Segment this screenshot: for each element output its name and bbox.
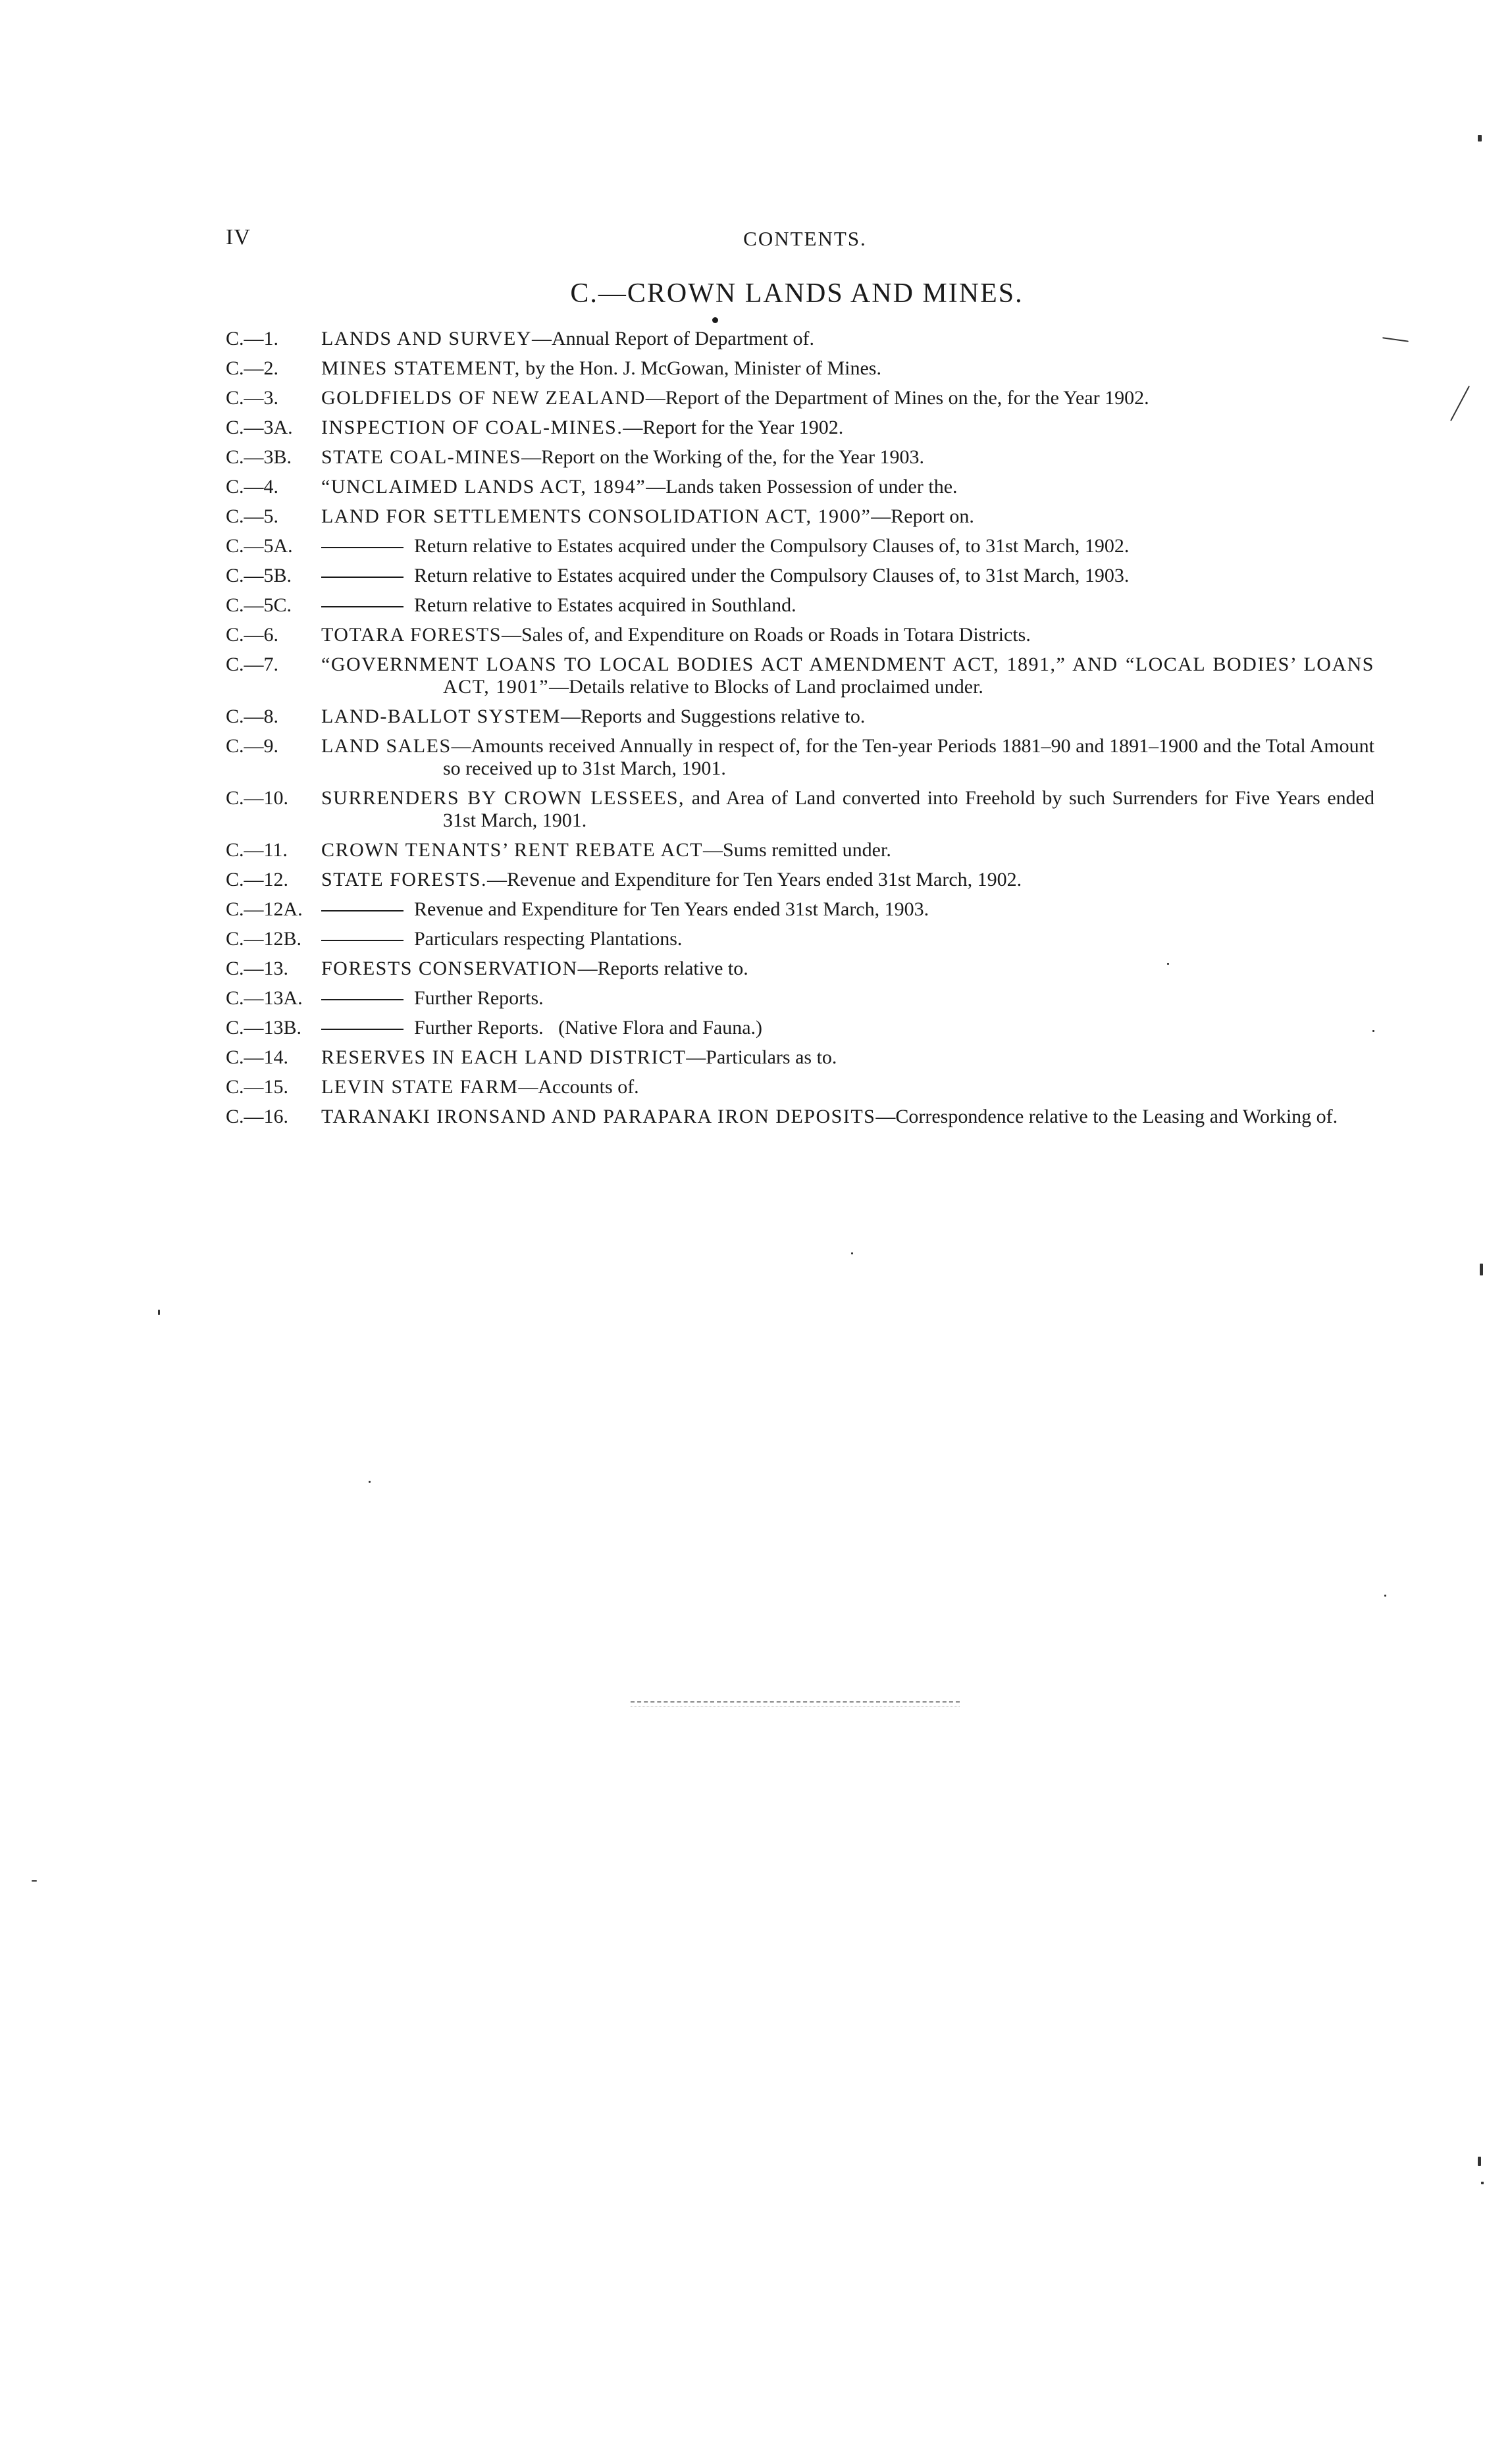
ditto-rule bbox=[321, 940, 404, 941]
scan-speck bbox=[1450, 386, 1470, 421]
entry-text: —Reports and Suggestions relative to. bbox=[560, 706, 866, 727]
scan-speck bbox=[1372, 1030, 1374, 1032]
entry-code: C.—12A. bbox=[226, 898, 303, 920]
list-item bbox=[226, 1046, 1374, 1069]
running-head: CONTENTS. bbox=[743, 227, 867, 250]
entry-code: C.—12B. bbox=[226, 928, 302, 950]
entry-text: —Accounts of. bbox=[518, 1076, 639, 1098]
entry-code: C.—16. bbox=[226, 1106, 289, 1127]
entry-text: —Lands taken Possession of under the. bbox=[646, 476, 958, 498]
entry-code: C.—3. bbox=[226, 387, 279, 409]
scan-speck bbox=[1478, 2157, 1481, 2166]
list-item bbox=[226, 735, 1374, 780]
entry-text: —Report on the Working of the, for the Year 1903. bbox=[521, 446, 925, 468]
ditto-rule bbox=[321, 910, 404, 911]
entry-text: Further Reports. bbox=[414, 987, 544, 1009]
list-item bbox=[226, 387, 1374, 409]
entry-subject: INSPECTION OF COAL-MINES. bbox=[321, 417, 623, 438]
entry-code: C.—12. bbox=[226, 869, 289, 890]
entry-subject: LAND FOR SETTLEMENTS CONSOLIDATION ACT, 1900” bbox=[321, 505, 872, 527]
list-item bbox=[226, 1017, 1374, 1039]
entry-code: C.—5A. bbox=[226, 535, 293, 557]
scan-speck bbox=[851, 1252, 853, 1254]
section-title: C.—CROWN LANDS AND MINES. bbox=[570, 278, 1024, 309]
list-item bbox=[226, 417, 1374, 439]
entry-text: —Details relative to Blocks of Land proclaimed under. bbox=[549, 676, 983, 698]
entry-code: C.—13. bbox=[226, 958, 289, 979]
entry-subject: GOLDFIELDS OF NEW ZEALAND bbox=[321, 387, 646, 409]
entry-subject: LAND-BALLOT SYSTEM bbox=[321, 706, 561, 727]
entry-code: C.—13A. bbox=[226, 987, 303, 1009]
entry-text: —Amounts received Annually in respect of, for the Ten-year Periods 1881–90 and 1891–1900 and the Total Amount so received up to 31st March, 1901. bbox=[443, 735, 1374, 779]
entry-code: C.—8. bbox=[226, 706, 279, 727]
entry-code: C.—6. bbox=[226, 624, 279, 646]
entry-code: C.—13B. bbox=[226, 1017, 302, 1039]
entry-code: C.—5C. bbox=[226, 594, 292, 616]
list-item bbox=[226, 928, 1374, 950]
scan-speck bbox=[1167, 963, 1169, 965]
entry-code: C.—2. bbox=[226, 357, 279, 379]
entry-text: Return relative to Estates acquired in Southland. bbox=[414, 594, 796, 616]
entry-code: C.—3A. bbox=[226, 417, 293, 438]
entry-code: C.—9. bbox=[226, 735, 279, 757]
ditto-rule bbox=[321, 606, 404, 607]
entry-subject: CROWN TENANTS’ RENT REBATE ACT bbox=[321, 839, 704, 861]
list-item bbox=[226, 987, 1374, 1010]
entry-text: Particulars respecting Plantations. bbox=[414, 928, 683, 950]
entry-subject: “UNCLAIMED LANDS ACT, 1894” bbox=[321, 476, 646, 498]
ditto-rule bbox=[321, 547, 404, 548]
entry-text: —Particulars as to. bbox=[686, 1046, 837, 1068]
entry-subject: MINES STATEMENT, bbox=[321, 357, 521, 379]
entry-code: C.—10. bbox=[226, 787, 289, 809]
list-item bbox=[226, 1106, 1374, 1128]
entry-code: C.—4. bbox=[226, 476, 279, 498]
list-item bbox=[226, 624, 1374, 646]
scan-artifact-rule bbox=[631, 1701, 960, 1707]
scan-speck bbox=[369, 1481, 371, 1483]
entry-text: —Sales of, and Expenditure on Roads or Roads in Totara Districts. bbox=[501, 624, 1031, 646]
entry-code: C.—1. bbox=[226, 328, 279, 349]
entry-code: C.—3B. bbox=[226, 446, 292, 468]
list-item bbox=[226, 706, 1374, 728]
entry-text: —Revenue and Expenditure for Ten Years ended 31st March, 1902. bbox=[486, 869, 1022, 890]
list-item bbox=[226, 869, 1374, 891]
page-number: IV bbox=[226, 225, 251, 249]
entry-text: —Correspondence relative to the Leasing and Working of. bbox=[875, 1106, 1338, 1127]
entry-subject: TARANAKI IRONSAND AND PARAPARA IRON DEPOSITS bbox=[321, 1106, 876, 1127]
scan-speck bbox=[1480, 1264, 1483, 1275]
entry-text: —Report of the Department of Mines on the, for the Year 1902. bbox=[645, 387, 1149, 409]
entry-subject: STATE FORESTS. bbox=[321, 869, 487, 890]
ornament-dot bbox=[712, 317, 718, 323]
entry-text: Return relative to Estates acquired under the Compulsory Clauses of, to 31st March, 1903. bbox=[414, 565, 1130, 586]
entry-text: Return relative to Estates acquired under the Compulsory Clauses of, to 31st March, 1902. bbox=[414, 535, 1130, 557]
entry-code: C.—7. bbox=[226, 654, 279, 675]
entry-subject: LAND SALES bbox=[321, 735, 452, 757]
entry-subject: SURRENDERS BY CROWN LESSEES, bbox=[321, 787, 685, 809]
ditto-rule bbox=[321, 577, 404, 578]
list-item bbox=[226, 839, 1374, 861]
list-item bbox=[226, 357, 1374, 380]
scan-speck bbox=[158, 1310, 160, 1315]
entry-subject: FORESTS CONSERVATION bbox=[321, 958, 578, 979]
entry-text: Revenue and Expenditure for Ten Years ended 31st March, 1903. bbox=[414, 898, 929, 920]
entry-subject: LANDS AND SURVEY bbox=[321, 328, 532, 349]
entry-subject: STATE COAL-MINES bbox=[321, 446, 522, 468]
entry-text: —Report on. bbox=[871, 505, 974, 527]
entry-code: C.—11. bbox=[226, 839, 288, 861]
entry-code: C.—5B. bbox=[226, 565, 292, 586]
list-item bbox=[226, 446, 1374, 469]
list-item bbox=[226, 1076, 1374, 1098]
ditto-rule bbox=[321, 999, 404, 1000]
entry-subject: RESERVES IN EACH LAND DISTRICT bbox=[321, 1046, 687, 1068]
scan-speck bbox=[1478, 135, 1482, 141]
entry-text: —Sums remitted under. bbox=[703, 839, 891, 861]
list-item bbox=[226, 787, 1374, 832]
scan-speck bbox=[1384, 1595, 1386, 1597]
list-item bbox=[226, 476, 1374, 498]
scan-speck bbox=[1382, 337, 1409, 342]
entry-subject: TOTARA FORESTS bbox=[321, 624, 502, 646]
entry-code: C.—15. bbox=[226, 1076, 289, 1098]
ditto-rule bbox=[321, 1029, 404, 1030]
entry-text: —Annual Report of Department of. bbox=[531, 328, 815, 349]
entry-subject: “GOVERNMENT LOANS TO LOCAL BODIES ACT AMENDMENT ACT, 1891,” AND “LOCAL BODIES’ LOANS ACT, 1901” bbox=[321, 654, 1374, 698]
list-item bbox=[226, 535, 1374, 557]
entry-subject: LEVIN STATE FARM bbox=[321, 1076, 519, 1098]
list-item bbox=[226, 898, 1374, 921]
entry-code: C.—14. bbox=[226, 1046, 289, 1068]
list-item bbox=[226, 594, 1374, 617]
contents-list bbox=[226, 328, 1374, 1135]
list-item bbox=[226, 565, 1374, 587]
scan-speck bbox=[1481, 2182, 1484, 2184]
entry-text: and Area of Land converted into Freehold by such Surrenders for Five Years ended 31st March, 1901. bbox=[443, 787, 1374, 831]
entry-text: by the Hon. J. McGowan, Minister of Mines. bbox=[520, 357, 881, 379]
list-item bbox=[226, 505, 1374, 528]
entry-text: —Report for the Year 1902. bbox=[623, 417, 844, 438]
list-item bbox=[226, 654, 1374, 698]
entry-text: Further Reports. (Native Flora and Fauna.) bbox=[414, 1017, 763, 1039]
entry-text: —Reports relative to. bbox=[577, 958, 748, 979]
entry-code: C.—5. bbox=[226, 505, 279, 527]
list-item bbox=[226, 958, 1374, 980]
list-item bbox=[226, 328, 1374, 350]
scan-speck bbox=[32, 1880, 37, 1882]
